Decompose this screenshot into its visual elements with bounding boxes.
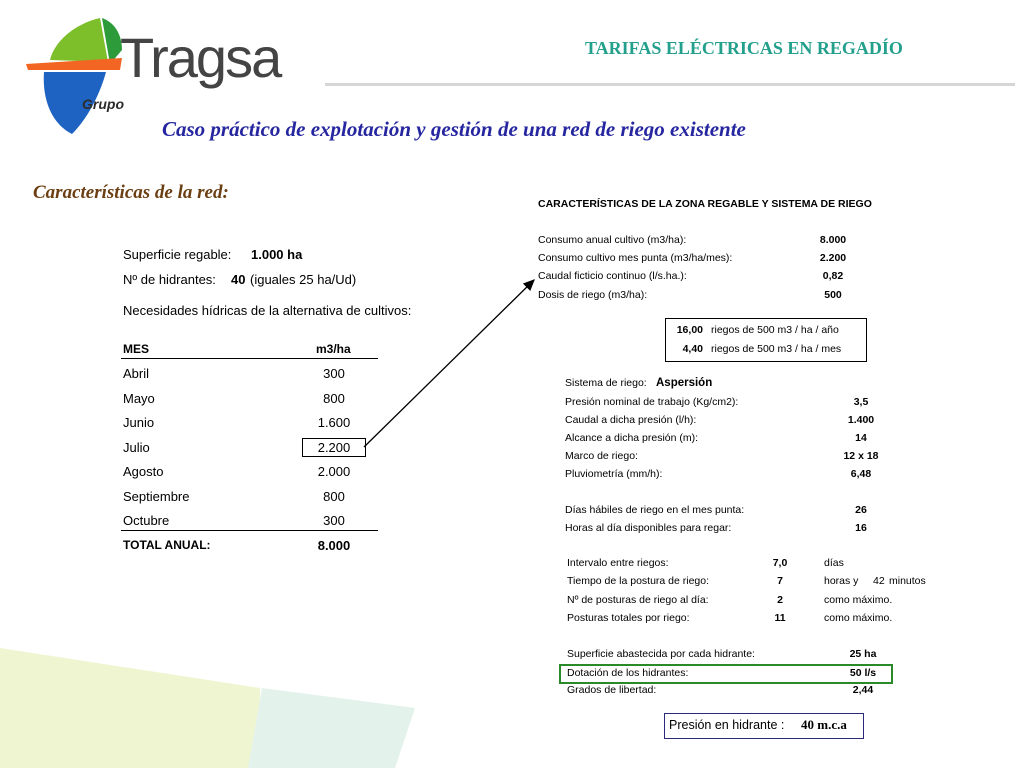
logo-subtext: Grupo: [82, 96, 124, 112]
slide-subtitle: Caso práctico de explotación y gestión de una red de riego existente: [162, 117, 746, 141]
block4-label: Nº de posturas de riego al día:: [567, 594, 709, 606]
block2-value: 1.400: [847, 414, 875, 426]
riegos-year-text: riegos de 500 m3 / ha / año: [711, 324, 839, 336]
superficie-label: Superficie regable:: [123, 247, 232, 262]
section-label: Características de la red:: [33, 182, 229, 203]
block2-label: Alcance a dicha presión (m):: [565, 432, 699, 444]
table-row-value: 800: [323, 489, 345, 504]
block5-value: 50 l/s: [849, 667, 877, 679]
block4-value: 11: [774, 612, 786, 624]
table-row-mes: Septiembre: [123, 489, 190, 504]
hidrantes-label: Nº de hidrantes:: [123, 272, 216, 287]
block4-value: 2: [777, 594, 783, 606]
table-row-mes: Julio: [123, 440, 150, 455]
block2-label: Marco de riego:: [565, 450, 638, 462]
block4-value: 7: [777, 575, 783, 587]
header-title: TARIFAS ELÉCTRICAS EN REGADÍO: [585, 38, 903, 58]
presion-value: 40 m.c.a: [801, 717, 847, 732]
table-row-mes: Agosto: [123, 464, 164, 479]
block4-value: 7,0: [772, 557, 788, 569]
block4-unit: como máximo.: [824, 594, 893, 606]
block2-value: 3,5: [853, 396, 869, 408]
block5-label: Superficie abastecida por cada hidrante:: [567, 648, 755, 660]
block3-label: Días hábiles de riego en el mes punta:: [565, 504, 745, 516]
block2-value: 12 x 18: [843, 450, 879, 462]
sistema-value: Aspersión: [656, 377, 713, 389]
block1-label: Dosis de riego (m3/ha):: [538, 289, 648, 301]
block5-label: Dotación de los hidrantes:: [567, 667, 689, 679]
table-row-value: 300: [323, 366, 345, 381]
block3-value: 16: [855, 522, 867, 534]
table-header-m3: m3/ha: [316, 342, 351, 356]
block1-value: 2.200: [819, 252, 847, 264]
block4-extra-value: 42: [873, 575, 885, 587]
block4-label: Intervalo entre riegos:: [567, 557, 669, 569]
block4-label: Tiempo de la postura de riego:: [567, 575, 710, 587]
block2-label: Caudal a dicha presión (l/h):: [565, 414, 697, 426]
superficie-value: 1.000 ha: [251, 247, 303, 262]
block4-label: Posturas totales por riego:: [567, 612, 690, 624]
logo-text: Tragsa: [120, 26, 281, 89]
block1-value: 8.000: [819, 234, 847, 246]
table-row-value: 800: [323, 391, 345, 406]
block2-label: Presión nominal de trabajo (Kg/cm2):: [565, 396, 739, 408]
block5-value: 2,44: [852, 684, 874, 696]
table-header-mes: MES: [123, 342, 150, 356]
block1-label: Consumo cultivo mes punta (m3/ha/mes):: [538, 252, 733, 264]
block2-value: 14: [855, 432, 867, 444]
block1-label: Caudal ficticio continuo (l/s.ha.):: [538, 270, 687, 282]
block1-value: 500: [824, 289, 842, 301]
block3-value: 26: [855, 504, 867, 516]
block3-label: Horas al día disponibles para regar:: [565, 522, 732, 534]
table-row-mes: Junio: [123, 415, 155, 430]
hidrantes-value: 40: [231, 272, 246, 287]
table-total-label: TOTAL ANUAL:: [123, 538, 211, 552]
riegos-month-text: riegos de 500 m3 / ha / mes: [711, 343, 842, 355]
necesidades-label: Necesidades hídricas de la alternativa de cultivos:: [123, 303, 412, 318]
block4-unit: como máximo.: [824, 612, 893, 624]
table-row-mes: Abril: [123, 366, 150, 381]
block5-label: Grados de libertad:: [567, 684, 657, 696]
hidrantes-note: (iguales 25 ha/Ud): [250, 272, 357, 287]
sistema-label: Sistema de riego:: [565, 377, 647, 389]
table-row-value: 2.000: [317, 464, 351, 479]
block4-unit: días: [824, 557, 844, 569]
riegos-year-value: 16,00: [676, 324, 703, 336]
table-row-value: 1.600: [317, 415, 351, 430]
right-title: CARACTERÍSTICAS DE LA ZONA REGABLE Y SISTEMA DE RIEGO: [538, 198, 872, 210]
block5-value: 25 ha: [849, 648, 877, 660]
block4-unit: horas y: [824, 575, 859, 587]
block1-value: 0,82: [822, 270, 844, 282]
block4-extra-unit: minutos: [889, 575, 926, 587]
table-row-value-highlight: 2.200: [302, 438, 366, 457]
block2-label: Pluviometría (mm/h):: [565, 468, 663, 480]
block1-label: Consumo anual cultivo (m3/ha):: [538, 234, 687, 246]
table-row-mes: Mayo: [123, 391, 155, 406]
riegos-month-value: 4,40: [682, 343, 703, 355]
presion-label: Presión en hidrante :: [669, 718, 785, 732]
table-row-mes: Octubre: [123, 513, 170, 528]
table-total-value: 8.000: [317, 538, 351, 553]
block2-value: 6,48: [850, 468, 872, 480]
table-row-value: 300: [323, 513, 345, 528]
